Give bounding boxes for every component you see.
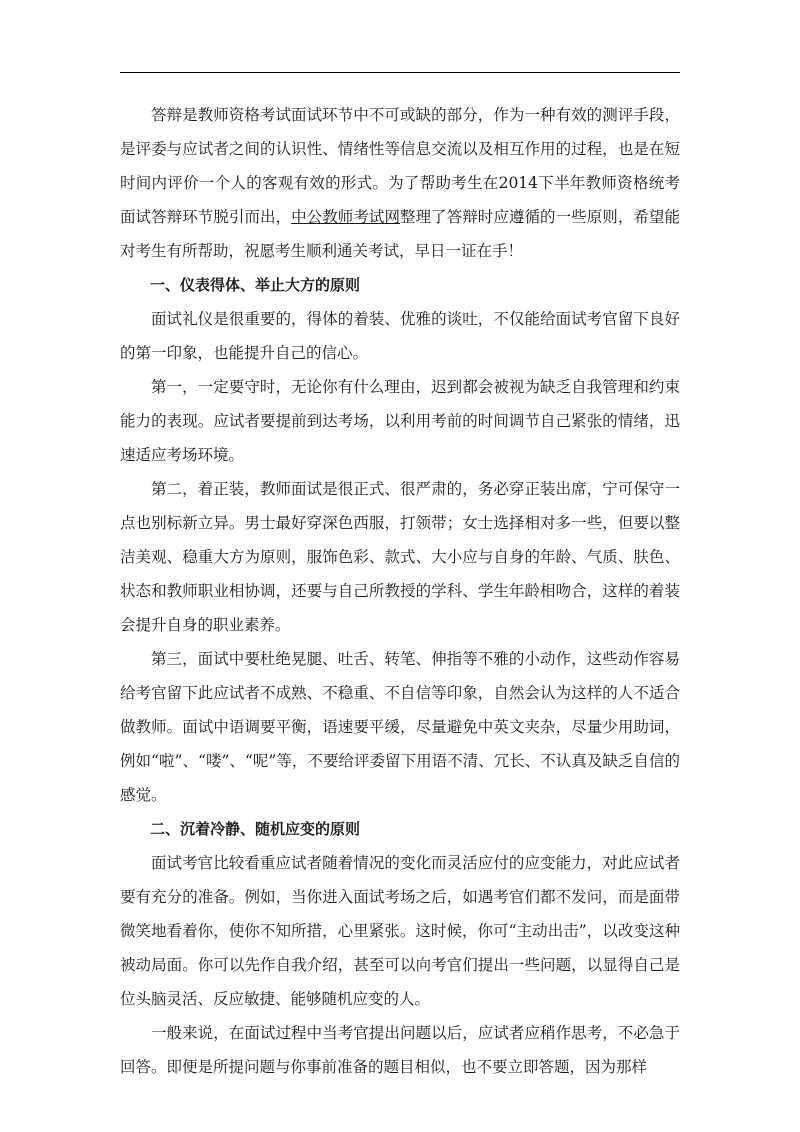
- section-1-paragraph: 第一，一定要守时，无论你有什么理由，迟到都会被视为缺乏自我管理和约束能力的表现。应试者要提前到达考场，以利用考前的时间调节自己紧张的情绪，迅速适应考场环境。: [120, 378, 680, 464]
- section-2-paragraph: 一般来说，在面试过程中当考官提出问题以后，应试者应稍作思考，不必急于回答。即便是所提问题与你事前准备的题目相似，也不要立即答题，因为那样: [120, 1024, 680, 1076]
- offcn-teacher-exam-link[interactable]: 中公教师考试网: [291, 208, 401, 226]
- section-2-heading: 二、沉着冷静、随机应变的原则: [150, 820, 361, 838]
- section-1-paragraph: 第二，着正装，教师面试是很正式、很严肃的，务必穿正装出席，宁可保守一点也别标新立异。男士最好穿深色西服，打领带；女士选择相对多一些，但要以整洁美观、稳重大方为原则，服饰色彩、款式、大小应与自身的年龄、气质、肤色、状态和教师职业相协调，还要与自己所教授的学科、学生年龄相吻合，这样的着装会提升自身的职业素养。: [120, 480, 680, 634]
- document-body: [120, 98, 680, 1084]
- intro-text-after-link: 整理了答辩时应遵循的一些原则，希望能对考生有所帮助，祝愿考生顺利通关考试，早日一证在手！: [120, 208, 680, 260]
- intro-text-before-link: 答辩是教师资格考试面试环节中不可或缺的部分，作为一种有效的测评手段，是评委与应试者之间的认识性、情绪性等信息交流以及相互作用的过程，也是在短时间内评价一个人的客观有效的形式。为了帮助考生在2014下半年教师资格统考面试答辩环节脱引而出，: [120, 106, 680, 226]
- intro-paragraph: [120, 98, 680, 268]
- header-rule: [120, 72, 680, 73]
- section-2-paragraph: 面试考官比较看重应试者随着情况的变化而灵活应付的应变能力，对此应试者要有充分的准备。例如，当你进入面试考场之后，如遇考官们都不发问，而是面带微笑地看着你，使你不知所措，心里紧张。这时候，你可“主动出击”，以改变这种被动局面。你可以先作自我介绍，甚至可以向考官们提出一些问题，以显得自己是位头脑灵活、反应敏捷、能够随机应变的人。: [120, 854, 680, 1008]
- section-1-heading: 一、仪表得体、举止大方的原则: [150, 276, 361, 294]
- section-1-paragraph: 第三，面试中要杜绝晃腿、吐舌、转笔、伸指等不雅的小动作，这些动作容易给考官留下此应试者不成熟、不稳重、不自信等印象，自然会认为这样的人不适合做教师。面试中语调要平衡，语速要平缓，尽量避免中英文夹杂，尽量少用助词，例如“啦”、“喽”、“呢”等，不要给评委留下用语不清、冗长、不认真及缺乏自信的感觉。: [120, 650, 680, 804]
- section-1-paragraph: 面试礼仪是很重要的，得体的着装、优雅的谈吐，不仅能给面试考官留下良好的第一印象，也能提升自己的信心。: [120, 310, 680, 362]
